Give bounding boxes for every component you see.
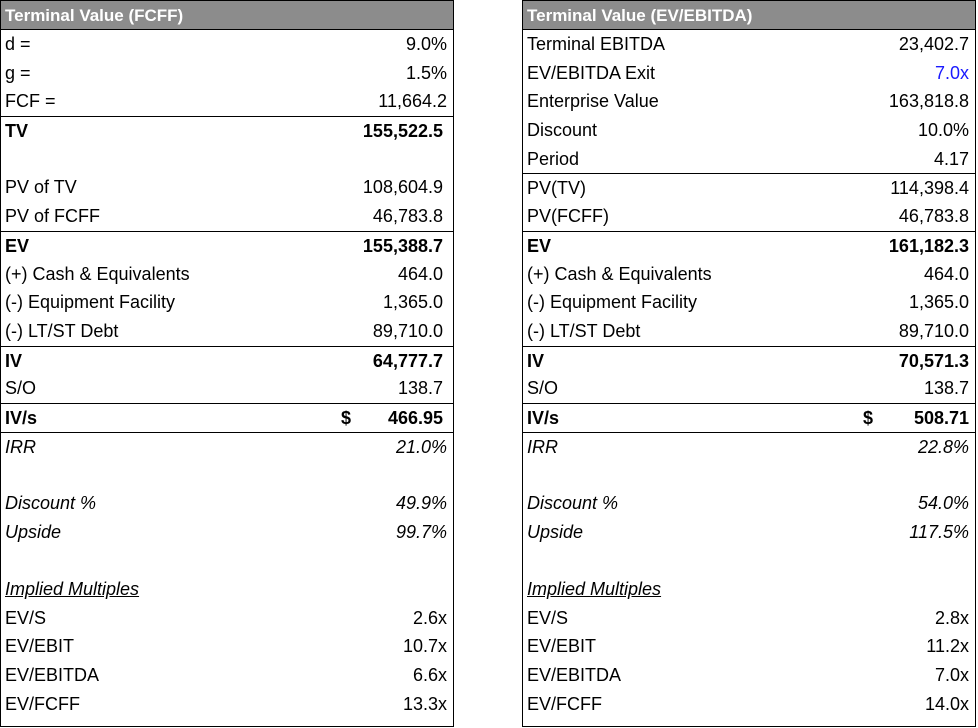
row-value: 11,664.2 bbox=[378, 91, 447, 112]
ebitda-row-ev-ebitda bbox=[523, 661, 975, 690]
row-value: 14.0x bbox=[924, 693, 969, 714]
row-value: 46,783.8 bbox=[372, 206, 443, 227]
fcff-row-ev-s bbox=[1, 604, 453, 633]
row-label: PV(FCFF) bbox=[527, 206, 609, 227]
row-label: PV(TV) bbox=[527, 178, 587, 199]
ebitda-row-discount-pct bbox=[523, 489, 975, 518]
fcff-row-debt bbox=[1, 317, 453, 346]
ebitda-row-implied-multiples-heading bbox=[523, 575, 975, 604]
ebitda-row-exit-multiple bbox=[523, 59, 975, 88]
row-label: (-) Equipment Facility bbox=[5, 292, 176, 313]
row-value: 64,777.7 bbox=[372, 350, 443, 371]
row-value: 21.0% bbox=[395, 436, 447, 457]
row-value: 7.0x bbox=[934, 665, 969, 686]
fcff-table-title: Terminal Value (FCFF) bbox=[1, 1, 453, 30]
fcff-row-blank bbox=[1, 145, 453, 174]
row-value: 464.0 bbox=[923, 263, 969, 284]
row-label: (-) LT/ST Debt bbox=[527, 320, 641, 341]
ebitda-row-blank bbox=[523, 546, 975, 575]
fcff-row-cash bbox=[1, 260, 453, 289]
row-label: EV/S bbox=[527, 607, 569, 628]
row-label: Discount % bbox=[5, 493, 97, 513]
row-label: Enterprise Value bbox=[527, 91, 659, 112]
ebitda-row-debt bbox=[523, 317, 975, 346]
ebitda-row-iv bbox=[523, 346, 975, 375]
row-value: 46,783.8 bbox=[898, 206, 969, 227]
row-label: Upside bbox=[5, 521, 62, 542]
fcff-row-pv-tv bbox=[1, 173, 453, 202]
row-value: 117.5% bbox=[909, 521, 969, 542]
ebitda-row-pv-fcff bbox=[523, 202, 975, 231]
row-value: 1,365.0 bbox=[908, 292, 969, 313]
row-label: (+) Cash & Equivalents bbox=[527, 263, 712, 284]
row-label: PV of FCFF bbox=[5, 206, 101, 227]
ebitda-row-blank bbox=[523, 460, 975, 489]
ebitda-row-ev-s bbox=[523, 604, 975, 633]
fcff-row-ev-ebit bbox=[1, 632, 453, 661]
ebitda-row-shares-outstanding bbox=[523, 374, 975, 403]
row-label: EV/FCFF bbox=[5, 693, 80, 714]
fcff-row-shares-outstanding bbox=[1, 374, 453, 403]
row-label: S/O bbox=[527, 378, 559, 399]
row-label: IV bbox=[5, 350, 23, 371]
fcff-row-iv-per-share bbox=[1, 403, 453, 432]
fcff-row-discount-rate bbox=[1, 30, 453, 59]
row-value: 138.7 bbox=[923, 378, 969, 399]
currency-symbol: $ bbox=[341, 407, 352, 428]
row-label: Period bbox=[527, 148, 580, 169]
fcff-row-irr bbox=[1, 432, 453, 461]
fcff-row-tv bbox=[1, 116, 453, 145]
row-label: IRR bbox=[527, 436, 558, 457]
row-label: TV bbox=[5, 121, 29, 142]
row-value: 9.0% bbox=[405, 34, 447, 54]
row-label: Implied Multiples bbox=[5, 579, 140, 600]
fcff-row-blank bbox=[1, 546, 453, 575]
row-value: 1,365.0 bbox=[382, 292, 443, 313]
row-label: FCF = bbox=[5, 91, 56, 112]
fcff-row-discount-pct bbox=[1, 489, 453, 518]
row-label: EV/FCFF bbox=[527, 693, 602, 714]
row-value: 54.0% bbox=[917, 493, 969, 513]
fcff-row-iv bbox=[1, 346, 453, 375]
row-value: 163,818.8 bbox=[888, 91, 969, 112]
row-label: S/O bbox=[5, 378, 37, 399]
row-value: 10.0% bbox=[917, 120, 969, 141]
row-label: Upside bbox=[527, 521, 584, 542]
row-value: 13.3x bbox=[402, 693, 447, 714]
row-value: 99.7% bbox=[395, 521, 447, 542]
row-value: 155,522.5 bbox=[362, 121, 443, 142]
row-value: 1.5% bbox=[405, 62, 447, 83]
ebitda-row-upside bbox=[523, 518, 975, 547]
row-label: IV/s bbox=[527, 407, 560, 428]
fcff-row-ev-fcff bbox=[1, 690, 453, 719]
row-label: Implied Multiples bbox=[527, 579, 662, 600]
row-label: IV/s bbox=[5, 407, 38, 428]
fcff-row-growth-rate bbox=[1, 59, 453, 88]
fcff-row-ev bbox=[1, 231, 453, 260]
ebitda-row-enterprise-value bbox=[523, 87, 975, 116]
ev-ebitda-table-title: Terminal Value (EV/EBITDA) bbox=[523, 1, 975, 30]
fcff-row-equipment bbox=[1, 288, 453, 317]
row-label: EV/EBIT bbox=[527, 636, 597, 657]
row-label: EV/EBITDA bbox=[5, 665, 100, 686]
row-value: 2.6x bbox=[412, 607, 447, 628]
row-value: 155,388.7 bbox=[362, 235, 443, 256]
row-label: Terminal EBITDA bbox=[527, 34, 666, 54]
fcff-row-blank bbox=[1, 460, 453, 489]
row-label: d = bbox=[5, 34, 31, 54]
fcff-row-fcf bbox=[1, 87, 453, 116]
row-value: 49.9% bbox=[395, 493, 447, 513]
row-value: 23,402.7 bbox=[898, 34, 969, 54]
row-label: EV/EBITDA Exit bbox=[527, 62, 656, 83]
row-value: 508.71 bbox=[913, 407, 969, 428]
row-value: 138.7 bbox=[397, 378, 443, 399]
ev-ebitda-terminal-value-table bbox=[522, 0, 976, 727]
row-label: Discount % bbox=[527, 493, 619, 513]
row-value: 22.8% bbox=[917, 436, 969, 457]
ebitda-row-terminal-ebitda bbox=[523, 30, 975, 59]
currency-symbol: $ bbox=[863, 407, 874, 428]
row-label: (-) Equipment Facility bbox=[527, 292, 698, 313]
ebitda-row-iv-per-share bbox=[523, 403, 975, 432]
row-label: EV bbox=[5, 235, 30, 256]
row-label: Discount bbox=[527, 120, 598, 141]
fcff-row-ev-ebitda bbox=[1, 661, 453, 690]
row-value: 4.17 bbox=[933, 148, 969, 169]
row-label: PV of TV bbox=[5, 177, 77, 198]
row-value: 466.95 bbox=[387, 407, 443, 428]
row-label: IRR bbox=[5, 436, 36, 457]
ebitda-row-cash bbox=[523, 260, 975, 289]
row-value: 11.2x bbox=[926, 636, 969, 657]
row-label: (-) LT/ST Debt bbox=[5, 320, 119, 341]
row-value: 10.7x bbox=[402, 636, 447, 657]
row-value: 89,710.0 bbox=[372, 320, 443, 341]
row-value: 70,571.3 bbox=[898, 350, 969, 371]
ebitda-row-ev bbox=[523, 231, 975, 260]
ebitda-row-pv-tv bbox=[523, 173, 975, 202]
row-value: 464.0 bbox=[397, 263, 443, 284]
row-value: 161,182.3 bbox=[888, 235, 969, 256]
fcff-row-upside bbox=[1, 518, 453, 547]
row-value: 6.6x bbox=[412, 665, 447, 686]
fcff-row-implied-multiples-heading bbox=[1, 575, 453, 604]
ebitda-row-irr bbox=[523, 432, 975, 461]
row-label: (+) Cash & Equivalents bbox=[5, 263, 190, 284]
ebitda-row-discount bbox=[523, 116, 975, 145]
row-value-input: 7.0x bbox=[934, 62, 969, 83]
fcff-terminal-value-table bbox=[0, 0, 454, 727]
ebitda-row-ev-ebit bbox=[523, 632, 975, 661]
fcff-row-pv-fcff bbox=[1, 202, 453, 231]
row-label: EV/S bbox=[5, 607, 47, 628]
ebitda-row-period bbox=[523, 145, 975, 174]
row-label: g = bbox=[5, 62, 31, 83]
row-label: EV/EBITDA bbox=[527, 665, 622, 686]
row-label: EV/EBIT bbox=[5, 636, 75, 657]
ebitda-row-ev-fcff bbox=[523, 690, 975, 719]
row-label: EV bbox=[527, 235, 552, 256]
row-value: 114,398.4 bbox=[890, 178, 969, 199]
row-label: IV bbox=[527, 350, 545, 371]
row-value: 108,604.9 bbox=[362, 177, 443, 198]
ebitda-row-equipment bbox=[523, 288, 975, 317]
row-value: 2.8x bbox=[934, 607, 969, 628]
row-value: 89,710.0 bbox=[898, 320, 969, 341]
